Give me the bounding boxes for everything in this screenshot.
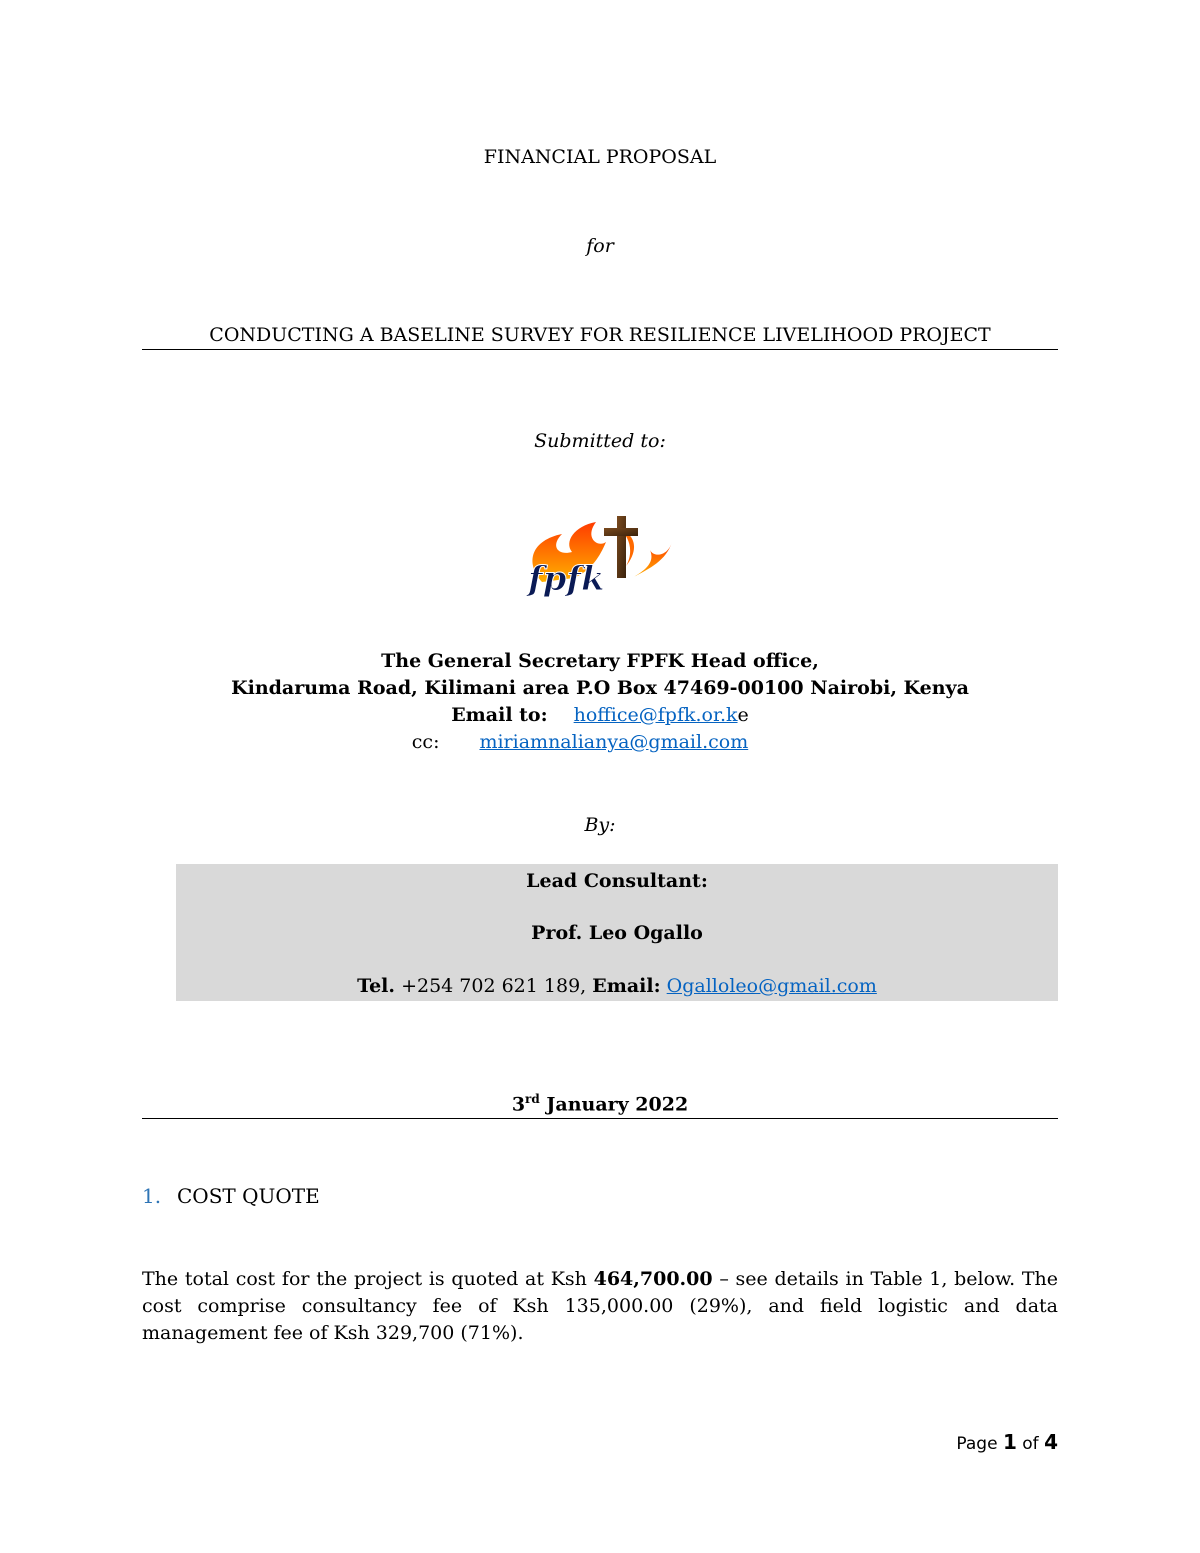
title-underline [142, 349, 1058, 350]
svg-text:fpfk: fpfk [528, 559, 605, 598]
recipient-line-1: The General Secretary FPFK Head office, [381, 650, 819, 672]
page-number: 1 [1002, 1430, 1017, 1454]
cc-label: cc: [411, 731, 440, 753]
submitted-to-label: Submitted to: [534, 430, 666, 452]
body-text-1: The total cost for the project is quoted at Ksh [142, 1268, 594, 1290]
proposal-date [0, 1092, 1200, 1115]
page-total: 4 [1044, 1430, 1058, 1454]
consultant-email-label: Email: [592, 975, 661, 997]
date-day: 3 [511, 1093, 526, 1116]
project-title: CONDUCTING A BASELINE SURVEY FOR RESILIENCE LIVELIHOOD PROJECT [209, 324, 991, 346]
of-label: of [1022, 1434, 1039, 1454]
recipient-email-link[interactable]: hoffice@fpfk.or.k [573, 704, 738, 726]
consultant-name: Prof. Leo Ogallo [531, 922, 703, 944]
recipient-email-row [0, 704, 1200, 726]
section-title: COST QUOTE [177, 1184, 320, 1208]
fpfk-flame-cross-logo-icon [522, 512, 680, 598]
total-amount: 464,700.00 [593, 1268, 713, 1290]
date-rest: January 2022 [546, 1093, 689, 1116]
consultant-role: Lead Consultant: [526, 870, 708, 892]
cc-email-link[interactable]: miriamnalianya@gmail.com [479, 731, 749, 753]
page-footer [956, 1430, 1058, 1454]
consultant-email-link[interactable]: Ogalloleo@gmail.com [666, 975, 877, 997]
for-label: for [586, 235, 614, 257]
document-title: FINANCIAL PROPOSAL [483, 146, 717, 168]
consultant-tel: +254 702 621 189, [401, 975, 587, 997]
date-underline [142, 1118, 1058, 1119]
section-heading-cost-quote [142, 1184, 320, 1208]
consultant-contact-row [176, 975, 1058, 997]
by-label: By: [584, 814, 616, 836]
consultant-box [176, 864, 1058, 1001]
tel-label: Tel. [357, 975, 396, 997]
cc-email-row [0, 731, 1180, 753]
body-text-2: – see details in Table 1, below. The cost comprise consultancy fee of Ksh 135,000.00 (29%), and field logistic and data management fee of Ksh 329,700 (71%). [142, 1268, 1058, 1344]
date-suffix: rd [525, 1092, 540, 1106]
page-label: Page [956, 1434, 998, 1454]
cost-quote-paragraph [142, 1266, 1058, 1347]
recipient-email-tail: e [737, 704, 749, 726]
section-number: 1. [142, 1184, 162, 1208]
recipient-line-2: Kindaruma Road, Kilimani area P.O Box 47469-00100 Nairobi, Kenya [231, 677, 969, 699]
email-to-label: Email to: [451, 704, 548, 726]
